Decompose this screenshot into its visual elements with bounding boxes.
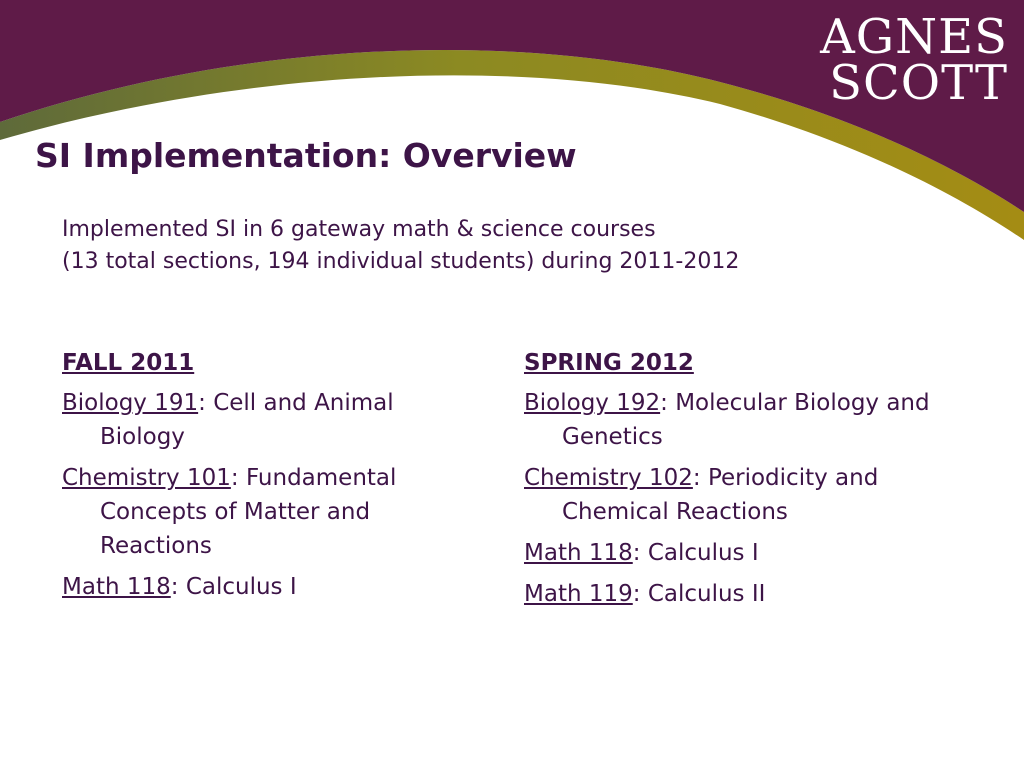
- intro-text: [62, 214, 739, 278]
- fall-column: [62, 346, 462, 611]
- course-item: Chemistry 102: Periodicity and Chemical Reactions: [524, 465, 879, 525]
- spring-column: [524, 346, 964, 618]
- course-name: Periodicity and Chemical Reactions: [562, 465, 879, 525]
- course-name: Calculus II: [647, 581, 766, 607]
- course-code: Chemistry 101: [62, 465, 231, 491]
- course-code: Biology 192: [524, 390, 661, 416]
- intro-line-1: Implemented SI in 6 gateway math & science courses: [62, 217, 656, 242]
- course-code: Math 118: [524, 540, 633, 566]
- course-item: Math 119: Calculus II: [524, 581, 766, 607]
- course-item: Biology 191: Cell and Animal Biology: [62, 390, 394, 450]
- logo-line-2: SCOTT: [829, 55, 1008, 111]
- course-code: Math 118: [62, 574, 171, 600]
- course-item: Math 118: Calculus I: [524, 540, 759, 566]
- course-item: Chemistry 101: Fundamental Concepts of Matter and Reactions: [62, 465, 397, 559]
- course-name: Calculus I: [185, 574, 297, 600]
- agnes-scott-logo: [812, 9, 1008, 111]
- course-item: Math 118: Calculus I: [62, 574, 297, 600]
- logo-line-1: AGNES: [820, 9, 1008, 65]
- course-name: Fundamental Concepts of Matter and Reactions: [100, 465, 397, 559]
- course-item: Biology 192: Molecular Biology and Genetics: [524, 390, 930, 450]
- intro-line-2: (13 total sections, 194 individual students) during 2011-2012: [62, 249, 740, 274]
- course-name: Calculus I: [647, 540, 759, 566]
- spring-heading: SPRING 2012: [524, 350, 694, 376]
- slide-title: SI Implementation: Overview: [35, 136, 577, 175]
- course-code: Chemistry 102: [524, 465, 693, 491]
- course-code: Math 119: [524, 581, 633, 607]
- course-name: Cell and Animal Biology: [100, 390, 394, 450]
- course-name: Molecular Biology and Genetics: [562, 390, 930, 450]
- course-code: Biology 191: [62, 390, 199, 416]
- fall-heading: FALL 2011: [62, 350, 195, 376]
